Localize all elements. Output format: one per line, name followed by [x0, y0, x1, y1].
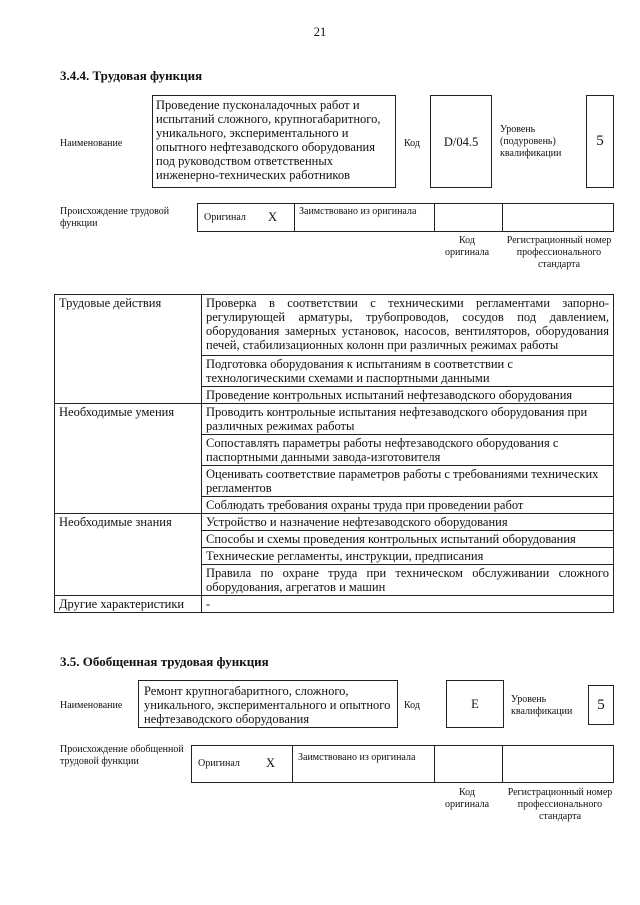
page-number: 21 [313, 25, 327, 39]
table-cell: Соблюдать требования охраны труда при проведении работ [202, 497, 614, 514]
code-box [430, 95, 492, 188]
level-label: Уровень (подуровень) квалификации [500, 124, 562, 159]
origin-table [197, 203, 614, 232]
divider [502, 746, 503, 782]
function-name: Ремонт крупногабаритного, сложного, уникального, экспериментального и опытного нефтезаводского оборудования [144, 684, 391, 726]
origin-label: Происхождение обобщенной трудовой функции [60, 744, 184, 767]
original-mark: X [266, 756, 276, 770]
origin-label: Происхождение трудовой функции [60, 206, 170, 229]
divider [434, 746, 435, 782]
borrowed-label: Заимствовано из оригинала [299, 206, 417, 217]
function-details-table [54, 294, 614, 613]
table-cell: Устройство и назначение нефтезаводского оборудования [202, 514, 614, 531]
table-row [55, 404, 614, 435]
name-label: Наименование [60, 138, 123, 149]
section-heading: 3.5. Обобщенная трудовая функция [60, 654, 269, 669]
origin-table [191, 745, 614, 783]
table-row [55, 295, 614, 356]
code-original-caption: Код оригинала [444, 787, 490, 810]
table-cell: Способы и схемы проведения контрольных испытаний оборудования [202, 531, 614, 548]
code-label: Код [404, 138, 420, 149]
table-cell: - [202, 596, 614, 613]
section-heading: 3.4.4. Трудовая функция [60, 68, 203, 83]
level-value: 5 [597, 696, 605, 713]
table-row [55, 596, 614, 613]
original-label: Оригинал [198, 758, 240, 769]
divider [502, 204, 503, 231]
divider [292, 746, 293, 782]
code-value: E [471, 697, 479, 711]
table-cell: Подготовка оборудования к испытаниям в соответствии с технологическими схемами и паспортными данными [202, 356, 614, 387]
original-label: Оригинал [204, 212, 246, 223]
level-label: Уровень квалификации [511, 694, 573, 717]
table-cell: Оценивать соответствие параметров работы с требованиями технических регламентов [202, 466, 614, 497]
table-row [55, 514, 614, 531]
code-label: Код [404, 700, 420, 711]
table-cell: Технические регламенты, инструкции, предписания [202, 548, 614, 565]
table-cell: Сопоставлять параметры работы нефтезаводского оборудования с паспортными данными завода-изготовителя [202, 435, 614, 466]
level-box [586, 95, 614, 188]
divider [434, 204, 435, 231]
table-cell: Проводить контрольные испытания нефтезаводского оборудования при различных режимах работы [202, 404, 614, 435]
borrowed-label: Заимствовано из оригинала [298, 752, 416, 763]
table-cell: Проведение контрольных испытаний нефтезаводского оборудования [202, 387, 614, 404]
table-cell: Проверка в соответствии с техническими регламентами запорно-регулирующей арматуры, трубопроводов, сосудов под давлением, оборудования замерных установок, насосов, вентиляторов, оборудования печей, стабилизационных колонн при различных режимах работы [202, 295, 614, 356]
code-original-caption: Код оригинала [444, 235, 490, 258]
row-label: Трудовые действия [55, 295, 202, 404]
row-label: Необходимые умения [55, 404, 202, 514]
function-name-box [138, 680, 398, 728]
name-label: Наименование [60, 700, 123, 711]
level-value: 5 [596, 133, 604, 149]
reg-number-caption: Регистрационный номер профессионального стандарта [506, 235, 612, 270]
row-label: Необходимые знания [55, 514, 202, 596]
code-box [446, 680, 504, 728]
divider [294, 204, 295, 231]
reg-number-caption: Регистрационный номер профессионального стандарта [507, 787, 613, 822]
function-name: Проведение пусконаладочных работ и испытаний сложного, крупногабаритного, уникального, экспериментального и опытного нефтезаводского оборудования под руководством ответственных инженерно-технических работников [156, 98, 381, 182]
level-box [588, 685, 614, 725]
code-value: D/04.5 [443, 134, 479, 149]
row-label: Другие характеристики [55, 596, 202, 613]
table-cell: Правила по охране труда при техническом обслуживании сложного оборудования, агрегатов и машин [202, 565, 614, 596]
original-mark: X [268, 210, 278, 224]
function-name-box [152, 95, 396, 188]
